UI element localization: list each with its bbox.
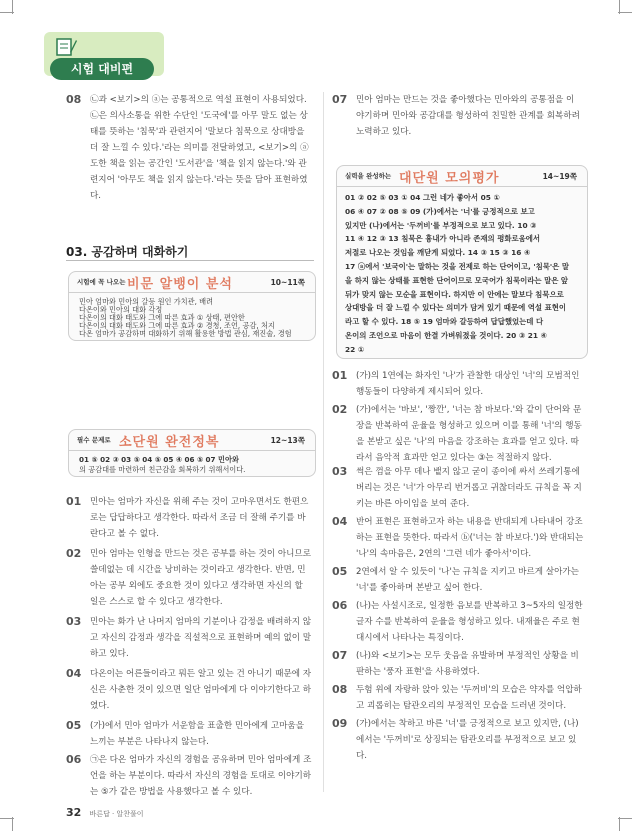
crop-mark	[618, 818, 632, 819]
answer-item	[332, 648, 586, 680]
answer-item	[332, 564, 586, 596]
answer-text: ㉠은 다온 엄마가 자신의 경험을 공유하며 민아 엄마에게 조언을 하는 부분이다. 따라서 자신의 경험을 토대로 이야기하는 ⑤가 같은 방법을 사용했다고 볼 수 있다.	[90, 755, 312, 797]
answer-text: 민아는 엄마가 자신을 위해 주는 것이 고마우면서도 한편으로는 답답하다고 생각한다. 따라서 조금 더 잘해 주기를 바란다고 볼 수 없다.	[90, 497, 309, 539]
answer-line: 뒤가 맞지 않는 모순을 표현이다. 하지만 이 안에는 말보다 침묵으로	[345, 289, 564, 299]
answer-text: (가)에서 민아 엄마가 서운함을 표출한 민아에게 고마움을 느끼는 부분은 나타나지 않는다.	[90, 721, 305, 747]
answer-item	[66, 666, 312, 714]
answer-line: 22 ①	[345, 344, 365, 354]
answer-number: 05	[332, 565, 348, 578]
answer-text: (나)와 <보기>는 모두 웃음을 유발하며 부정적인 상황을 비판하는 '풍자 표현'을 사용하였다.	[356, 651, 579, 677]
crop-mark	[12, 817, 13, 831]
box-header	[69, 272, 315, 293]
question-number: 07	[332, 93, 348, 106]
answer-number: 04	[332, 515, 348, 528]
answer-line: 저절로 나오는 것임을 깨닫게 되었다. 14 ③ 15 ③ 16 ④	[345, 248, 531, 258]
answer-item	[66, 614, 312, 662]
box-label: 시험에 꼭 나오는	[77, 278, 126, 286]
crop-mark	[12, 0, 13, 14]
box-label: 실력을 완성하는	[345, 172, 392, 180]
question-text: ㉡과 <보기>의 ⓐ는 공통적으로 역설 표현이 사용되었다. ㉡은 의사소통을 위한 수단인 '도국에'를 아무 말도 없는 상태를 뜻하는 '침묵'과 관련지어 '말보다 침묵으로 상대방을 더 잘 느낄 수 있다.'라는 의미를 전달하였고, <보기>의 ⓐ 도한 책을 읽는 공간인 '도서관'을 '책을 읽지 않는다.'와 관련지어 '아무도 책을 읽지 않는다.'라는 뜻을 담아 표현하였다.	[90, 95, 309, 201]
answer-item	[66, 752, 312, 800]
tab-label: 시험 대비편	[50, 58, 154, 80]
page-number: 32	[66, 806, 82, 819]
pencil-notebook-icon	[54, 36, 78, 58]
page-footer	[66, 806, 144, 819]
answer-number: 04	[66, 667, 82, 680]
question-07	[332, 92, 582, 140]
analysis-row: 다온이와 민아의 대화 각정	[79, 305, 163, 314]
answer-line: 있지만 (나)에서는 '두꺼비'를 부정적으로 보고 있다. 10 ③	[345, 220, 537, 230]
answer-number: 06	[66, 753, 82, 766]
crop-mark	[618, 12, 632, 13]
answer-number: 02	[332, 403, 348, 416]
box-pages: 10~11쪽	[270, 278, 305, 287]
answer-line: 상대방을 더 잘 느낄 수 있다는 의미가 담겨 있기 때문에 역설 표현이	[345, 303, 567, 313]
box-pages: 14~19쪽	[542, 172, 577, 181]
answer-number: 07	[332, 649, 348, 662]
analysis-box	[68, 271, 316, 341]
answer-item	[332, 598, 586, 646]
answer-item	[66, 494, 312, 542]
box-title: 비문 알뱅이 분석	[127, 277, 233, 292]
answer-text: (가)의 1연에는 화자인 '나'가 관찰한 대상인 '너'의 모범적인 행동들이 다양하게 제시되어 있다.	[356, 371, 580, 397]
crop-mark	[619, 817, 620, 831]
answer-line: 11 ④ 12 ③ 13 침묵은 흉내가 아니라 존재의 평화로움에서	[345, 234, 541, 244]
crop-mark	[619, 0, 620, 14]
analysis-row: 다온이의 대화 태도와 그에 따른 효과 ② 경청, 조언, 공감, 처지	[79, 321, 275, 330]
answer-number: 06	[332, 599, 348, 612]
question-number: 08	[66, 93, 82, 106]
mock-exam-box	[336, 165, 588, 359]
answer-text: (가)에서는 '바보', '짱깐', '너는 참 바보다.'와 같이 단어와 문장을 반복하여 운율을 형성하고 있으며 이를 통해 '너'의 행동을 본받고 싶은 '나'의 마음을 강조하는 효과를 얻고 있다. 따라서 음악적 효과만 얻고 있다는 ③는 적절하지 않다.	[356, 405, 582, 463]
answer-number: 08	[332, 683, 348, 696]
answer-text: (가)에서는 착하고 바른 '너'를 긍정적으로 보고 있지만, (나)에서는 '두꺼비'로 상징되는 탐관오리를 부정적으로 보고 있다.	[356, 719, 579, 761]
answer-number: 03	[66, 615, 82, 628]
answer-line: 라고 할 수 있다. 18 ⑤ 19 엄마와 갈등하여 답답했었는데 다	[345, 317, 544, 327]
section-divider	[66, 260, 314, 261]
analysis-row: 다온이의 대화 태도와 그에 따른 효과 ① 상태, 편안한	[79, 313, 245, 322]
box-label: 필수 문제로	[77, 436, 111, 444]
answer-text: 민아는 화가 난 나머지 엄마의 기분이나 감정을 배려하지 않고 자신의 감정과 생각을 직설적으로 표현하며 예의 없이 말하고 있다.	[90, 617, 312, 659]
question-text: 민아 엄마는 만드는 것을 좋아했다는 민아와의 공통점을 이야기하며 민아와 공감대를 형성하여 친밀한 관계를 회복하려 노력하고 있다.	[356, 95, 580, 137]
answer-number: 01	[66, 495, 82, 508]
answer-item	[66, 718, 312, 750]
section-tab	[36, 28, 168, 78]
answer-number: 01	[332, 369, 348, 382]
answer-item	[332, 402, 586, 466]
answer-text: 2연에서 알 수 있듯이 '나'는 규칙을 지키고 바르게 살아가는 '너'를 좋아하며 본받고 싶어 한다.	[356, 567, 579, 593]
answer-number: 05	[66, 719, 82, 732]
answer-number: 02	[66, 547, 82, 560]
box-header	[69, 430, 315, 451]
answer-item	[66, 546, 312, 610]
answer-text: 민아 엄마는 인형을 만드는 것은 공부를 하는 것이 아니므로 쓸데없는 데 시간을 낭비하는 것이라고 생각한다. 반면, 민아는 공부 외에도 중요한 것이 있다고 생각하면 자신의 할 일은 스스로 할 수 있다고 생각한다.	[90, 549, 312, 607]
column-divider	[323, 92, 324, 792]
box-title: 소단원 완전정복	[119, 435, 220, 450]
answer-line: 을 하지 않는 상태를 표현한 단어이므로 모국어가 침묵이라는 말은 앞	[345, 275, 569, 285]
answer-item	[332, 716, 586, 764]
answer-line: 의 공감대를 마련하여 친근감을 회복하기 위해서이다.	[79, 465, 246, 474]
box-pages: 12~13쪽	[270, 436, 305, 445]
answer-number: 03	[332, 465, 348, 478]
answer-text: 다온이는 어른들이라고 뭐든 알고 있는 건 아니기 때문에 자신은 사춘한 것이 있으면 일단 엄마에게 다 이야기한다고 하였다.	[90, 669, 312, 711]
section-title: 03. 공감하며 대화하기	[66, 245, 189, 259]
answer-text: (나)는 사설시조로, 일정한 음보를 반복하고 3~5자의 일정한 글자 수를 반복하여 운율을 형성하고 있다. 내재율은 주로 현대시에서 나타나는 특징이다.	[356, 601, 583, 643]
box-title: 대단원 모의평가	[399, 171, 500, 186]
answer-line: 17 ⓐ에서 '보국이'는 말하는 것을 전제로 하는 단어이고, '침묵'은 말	[345, 262, 570, 271]
answer-item	[332, 368, 586, 400]
answer-text: 썩은 껌을 아무 데나 뱉지 않고 굳이 종이에 싸서 쓰레기통에 버리는 것은 '너'가 아무리 번거롭고 귀찮더라도 규칙을 꼭 지키는 바른 아이임을 보여 준다.	[356, 467, 582, 509]
answer-line: 01 ⑤ 02 ③ 03 ⑤ 04 ⑤ 05 ④ 06 ⑤ 07 민아와	[79, 455, 239, 464]
footer-text: 바른답 · 알찬풀이	[89, 810, 144, 818]
question-08	[66, 92, 312, 204]
answer-text: 두험 위에 자랑하 앉아 있는 '두꺼비'의 모습은 약자를 억압하고 괴롭히는 탐관오리의 부정적인 모습을 드러낸 것이다.	[356, 685, 582, 711]
answer-item	[332, 682, 586, 714]
analysis-row: 민아 엄마와 민아의 갈등 원인 가치관, 배려	[79, 297, 214, 306]
unit-review-box	[68, 429, 316, 477]
answer-line: 01 ② 02 ⑤ 03 ① 04 그런 네가 좋아서 05 ①	[345, 193, 500, 202]
answer-line: 온이의 조언으로 마음이 한결 가벼워졌을 것이다. 20 ③ 21 ④	[345, 331, 547, 340]
answer-item	[332, 514, 586, 562]
answer-line: 06 ④ 07 ② 08 ⑤ 09 (가)에서는 '너'를 긍정적으로 보고	[345, 206, 535, 216]
analysis-row: 다온 엄마가 공감하며 대화하기 위해 활용한 방법 관심, 재진술, 경험	[79, 329, 292, 338]
answer-item	[332, 464, 586, 512]
answer-text: 반어 표현은 표현하고자 하는 내용을 반대되게 나타내어 강조하는 표현을 뜻한다. 따라서 ⓑ('너는 참 바보다.')와 반대되는 '나'의 속마음은, 2연의 '그런 네가 좋아서'이다.	[356, 517, 584, 559]
answer-number: 09	[332, 717, 348, 730]
box-header	[337, 166, 587, 187]
